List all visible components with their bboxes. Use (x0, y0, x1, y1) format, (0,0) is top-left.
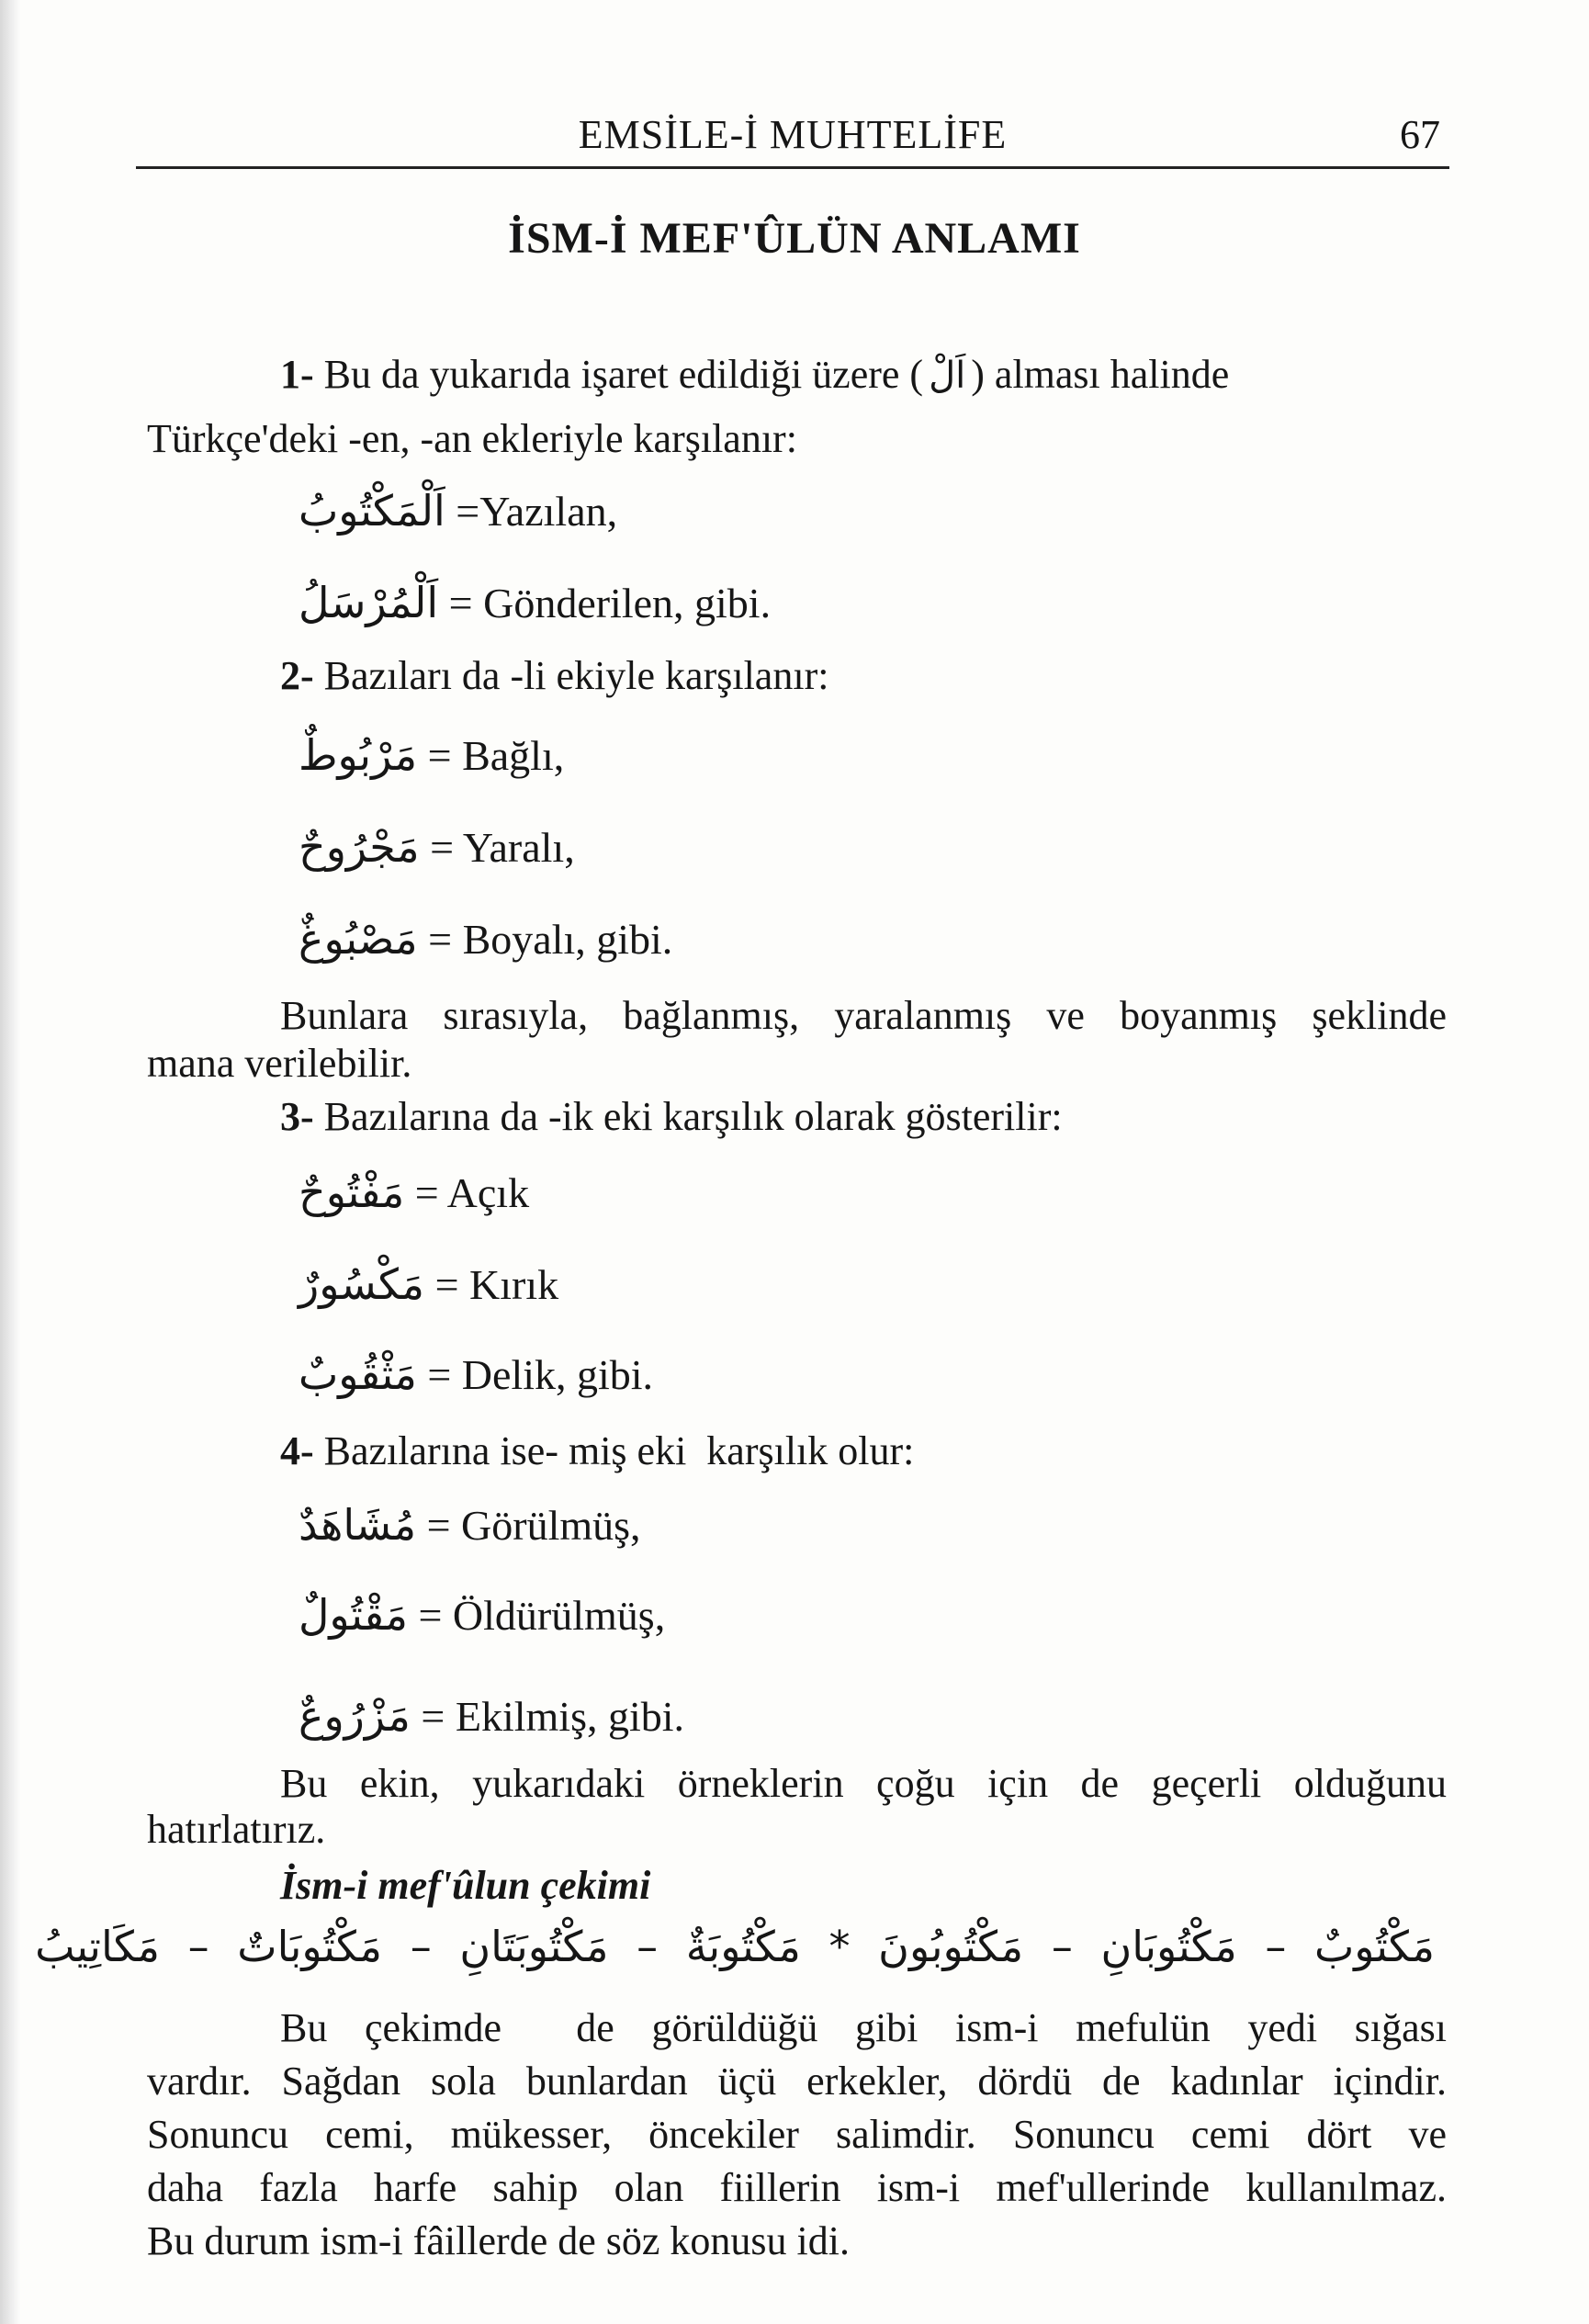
example-arabic: مَقْتُولٌ (299, 1590, 408, 1640)
item3-text: Bazılarına da -ik eki karşılık olarak gösterilir: (323, 1094, 1063, 1139)
closing-line: vardır. Sağdan sola bunlardan üçü erkekler, dördü de kadınlar içindir. (147, 2059, 1447, 2104)
closing-line: Bu durum ism-i fâillerde de söz konusu idi. (147, 2218, 850, 2263)
example-row (299, 1497, 641, 1553)
item4-line (280, 1426, 914, 1477)
conjugation-form: مَكْتُوبَانِ (1100, 1922, 1237, 1971)
item3-line (280, 1091, 1063, 1143)
item1-text-before: Bu da yukarıda işaret edildiği üzere ( (323, 352, 924, 397)
item1-line2: Türkçe'deki -en, -an ekleriyle karşılanır: (147, 416, 797, 461)
conjugation-separator: – (410, 1922, 432, 1971)
conjugation-form: مَكَاتِيبُ (35, 1922, 161, 1971)
item4-text: Bazılarına ise- miş eki karşılık olur: (323, 1428, 915, 1473)
item1-line1 (280, 349, 1447, 401)
item1-arabic-article: اَلْ (929, 355, 966, 397)
example-meaning: = Bağlı, (427, 732, 565, 779)
item2-note-line2: mana verilebilir. (147, 1041, 412, 1086)
conjugation-form: مَكْتُوبٌ (1314, 1922, 1435, 1971)
example-row (299, 728, 564, 784)
example-meaning: = Öldürülmüş, (418, 1592, 666, 1639)
item2-note-line1: Bunlara sırasıyla, bağlanmış, yaralanmış ve boyanmış şeklinde (280, 993, 1447, 1038)
header-rule (136, 166, 1449, 169)
running-header-title: EMSİLE-İ MUHTELİFE (578, 112, 1008, 157)
example-row (299, 1165, 529, 1221)
conjugation-separator: * (828, 1922, 851, 1971)
item1-number: 1- (280, 352, 314, 397)
example-meaning: = Kırık (434, 1261, 559, 1308)
example-arabic: مَصْبُوغٌ (299, 914, 418, 964)
example-arabic: مَرْبُوطٌ (299, 730, 418, 780)
page-number: 67 (1400, 112, 1440, 157)
reminder-line1: Bu ekin, yukarıdaki örneklerin çoğu için de geçerli olduğunu (280, 1761, 1447, 1806)
example-arabic: مَثْقُوبٌ (299, 1349, 417, 1399)
example-row (299, 1688, 684, 1744)
reminder-line2: hatırlatırız. (147, 1807, 326, 1852)
item1-text-after: ) alması halinde (971, 352, 1230, 397)
conjugation-heading: İsm-i mef'ûlun çekimi (280, 1863, 651, 1908)
example-row (299, 819, 575, 875)
example-arabic: مَكْسُورٌ (299, 1259, 425, 1309)
example-row (299, 575, 771, 631)
example-meaning: = Açık (414, 1169, 530, 1216)
conjugation-separator: – (637, 1922, 659, 1971)
example-arabic: مَفْتُوحٌ (299, 1168, 405, 1217)
example-arabic: مَجْرُوحٌ (299, 822, 420, 872)
example-arabic: مُشَاهَدٌ (299, 1500, 417, 1550)
example-meaning: = Boyalı, gibi. (428, 916, 673, 963)
example-meaning: = Yaralı, (430, 824, 575, 871)
example-arabic: مَزْرُوعٌ (299, 1691, 411, 1741)
example-row (299, 1587, 665, 1643)
conjugation-separator: – (187, 1922, 209, 1971)
conjugation-form: مَكْتُوبَتَانِ (459, 1922, 609, 1971)
page-binding-shadow (0, 0, 20, 2324)
closing-line: Sonuncu cemi, mükesser, öncekiler salimdir. Sonuncu cemi dört ve (147, 2112, 1447, 2157)
item2-line (280, 650, 828, 702)
example-arabic: اَلْمَكْتُوبُ (299, 486, 445, 536)
example-meaning: = Görülmüş, (426, 1502, 641, 1549)
closing-line: Bu çekimde de görüldüğü gibi ism-i mefulün yedi sığası (280, 2005, 1447, 2050)
conjugation-form: مَكْتُوبَةٌ (685, 1922, 801, 1971)
conjugation-separator: – (1051, 1922, 1073, 1971)
example-arabic: اَلْمُرْسَلُ (299, 578, 439, 627)
closing-line: daha fazla harfe sahip olan fiillerin ism-i mef'ullerinde kullanılmaz. (147, 2165, 1447, 2210)
conjugation-form: مَكْتُوبَاتٌ (237, 1922, 383, 1971)
running-header (136, 106, 1449, 170)
example-row (299, 1347, 653, 1403)
example-meaning: = Delik, gibi. (427, 1351, 654, 1398)
example-row (299, 1257, 558, 1313)
section-title: İSM-İ MEF'ÛLÜN ANLAMI (508, 214, 1081, 263)
example-row (299, 911, 672, 967)
example-meaning: = Gönderilen, gibi. (448, 580, 772, 626)
conjugation-form: مَكْتُوبُونَ (878, 1922, 1024, 1971)
conjugation-forms (35, 1913, 1442, 1980)
example-meaning: =Yazılan, (456, 488, 618, 535)
conjugation-separator: – (1265, 1922, 1287, 1971)
item2-number: 2- (280, 653, 314, 698)
item3-number: 3- (280, 1094, 314, 1139)
item4-number: 4- (280, 1428, 314, 1473)
item2-text: Bazıları da -li ekiyle karşılanır: (323, 653, 829, 698)
example-row (299, 483, 617, 539)
example-meaning: = Ekilmiş, gibi. (421, 1693, 685, 1740)
